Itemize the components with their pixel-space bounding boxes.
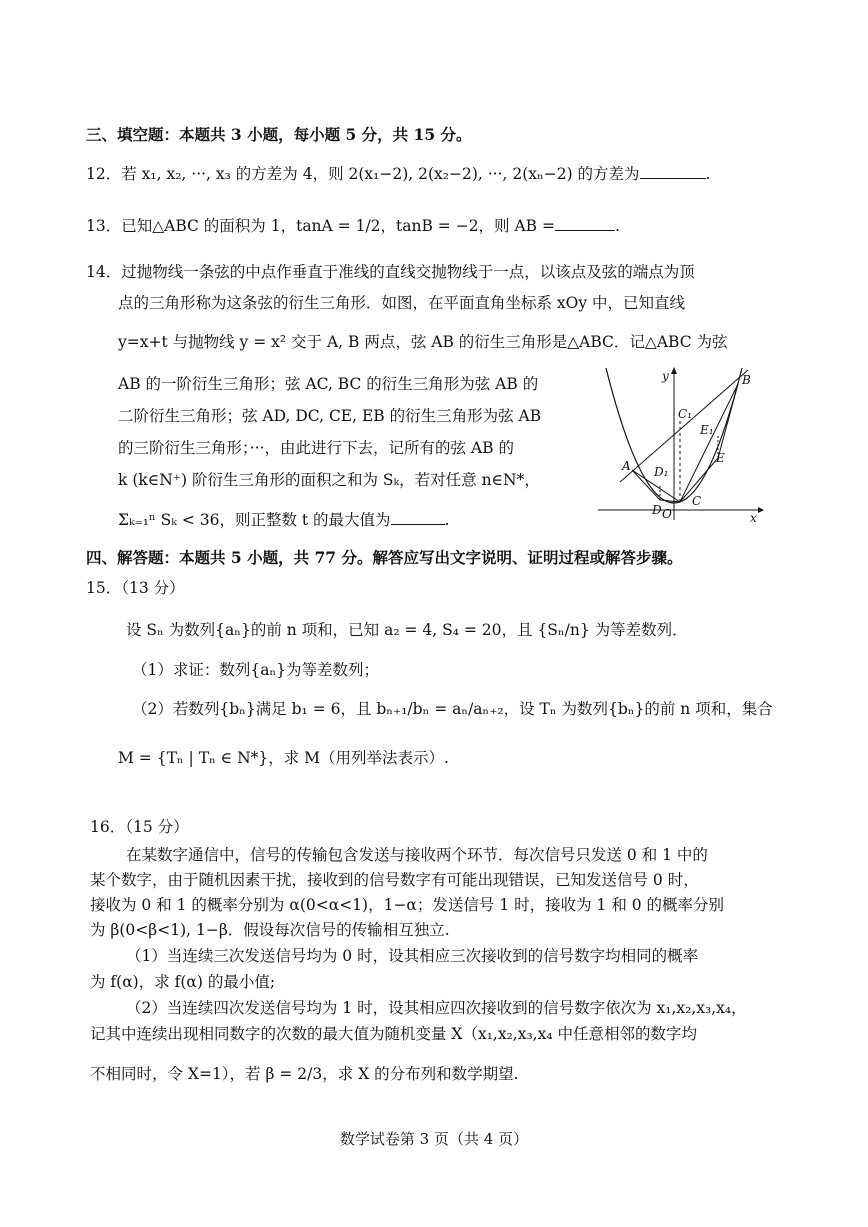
label-c1: C₁ <box>678 407 692 421</box>
q12-line <box>86 162 710 186</box>
label-o: O <box>662 507 672 521</box>
q15-line-4: M = {Tₙ | Tₙ ∈ N*}，求 M（用列举法表示）. <box>118 749 449 767</box>
q16-line-8: 记其中连续出现相同数字的次数的最大值为随机变量 X（x₁,x₂,x₃,x₄ 中任意相邻的数字均 <box>90 1025 697 1043</box>
q14-line-6: 的三阶衍生三角形；···，由此进行下去，记所有的弦 AB 的 <box>118 439 514 457</box>
label-a: A <box>622 459 631 473</box>
q14-line-8 <box>118 508 450 532</box>
q14-line-7: k (k∈N⁺) 阶衍生三角形的面积之和为 Sₖ，若对任意 n∈N*， <box>118 471 540 489</box>
q16-line-4: 为 β(0<β<1), 1−β．假设每次信号的传输相互独立. <box>90 921 450 939</box>
label-d1: D₁ <box>654 465 669 479</box>
q15-line-3: （2）若数列{bₙ}满足 b₁ = 6，且 bₙ₊₁/bₙ = aₙ/aₙ₊₂，设 Tₙ 为数列{bₙ}的前 n 项和，集合 <box>132 700 773 718</box>
q14-parabola-figure <box>598 362 768 522</box>
q16-line-3: 接收为 0 和 1 的概率分别为 α(0<α<1)，1−α；发送信号 1 时，接收为 1 和 0 的概率分别 <box>90 896 725 914</box>
q14-sum-text: Σₖ₌₁ⁿ Sₖ < 36，则正整数 t 的最大值为 <box>118 511 391 529</box>
q14-line-4: AB 的一阶衍生三角形；弦 AC, BC 的衍生三角形为弦 AB 的 <box>118 375 539 393</box>
q16-line-5: （1）当连续三次发送信号均为 0 时，设其相应三次接收到的信号数字均相同的概率 <box>126 947 699 965</box>
line-ab <box>620 370 748 482</box>
label-x: x <box>750 511 757 522</box>
y-axis-arrow <box>671 367 677 374</box>
q16-line-2: 某个数字，由于随机因素干扰，接收到的信号数字有可能出现错误，已知发送信号 0 时， <box>90 871 699 889</box>
q12-answer-blank <box>640 164 706 179</box>
q14-line-2: 点的三角形称为这条弦的衍生三角形．如图，在平面直角坐标系 xOy 中，已知直线 <box>118 294 686 312</box>
q13-text: 13．已知△ABC 的面积为 1，tanA = 1/2，tanB = −2，则 AB = <box>86 217 555 235</box>
q16-line-7: （2）当连续四次发送信号均为 1 时，设其相应四次接收到的信号数字依次为 x₁,x₂,x₃,x₄， <box>126 999 747 1017</box>
q13-answer-blank <box>555 216 615 231</box>
q16-line-9: 不相同时，令 X=1），若 β = 2/3，求 X 的分布列和数学期望. <box>90 1065 519 1083</box>
q12-end: . <box>705 165 711 183</box>
q14-line-3: y=x+t 与抛物线 y = x² 交于 A, B 两点，弦 AB 的衍生三角形是△ABC．记△ABC 为弦 <box>118 333 728 351</box>
q13-line <box>86 214 620 238</box>
x-axis-arrow <box>758 507 764 513</box>
section4-heading: 四、解答题：本题共 5 小题，共 77 分。解答应写出文字说明、证明过程或解答步骤。 <box>86 548 683 567</box>
q14-line-5: 二阶衍生三角形；弦 AD, DC, CE, EB 的衍生三角形为弦 AB <box>118 407 542 425</box>
q13-end: . <box>614 217 620 235</box>
q15-line-1: 设 Sₙ 为数列{aₙ}的前 n 项和，已知 a₂ = 4, S₄ = 20，且 {Sₙ/n} 为等差数列． <box>126 621 688 639</box>
q16-line-1: 在某数字通信中，信号的传输包含发送与接收两个环节．每次信号只发送 0 和 1 中的 <box>126 846 708 864</box>
q12-text: 12．若 x₁, x₂, ···, x₃ 的方差为 4，则 2(x₁−2), 2(x₂−2), ···, 2(xₙ−2) 的方差为 <box>86 165 640 183</box>
label-e: E <box>716 451 725 465</box>
section3-heading: 三、填空题：本题共 3 小题，每小题 5 分，共 15 分。 <box>86 125 472 144</box>
label-d: D <box>652 503 662 517</box>
q15-header: 15．（13 分） <box>86 579 185 597</box>
q14-answer-blank <box>391 510 445 525</box>
q16-header: 16．（15 分） <box>90 818 189 836</box>
q16-line-6: 为 f(α)，求 f(α) 的最小值; <box>90 973 276 991</box>
q14-line-1: 14．过抛物线一条弦的中点作垂直于准线的直线交抛物线于一点，以该点及弦的端点为顶 <box>86 263 695 281</box>
label-e1: E₁ <box>700 423 714 437</box>
label-y: y <box>662 369 669 383</box>
q15-line-2: （1）求证：数列{aₙ}为等差数列； <box>132 661 380 679</box>
label-c: C <box>692 494 702 508</box>
label-b: B <box>742 373 751 387</box>
page-footer: 数学试卷第 3 页（共 4 页） <box>339 1130 529 1148</box>
q14-end: . <box>444 511 450 529</box>
